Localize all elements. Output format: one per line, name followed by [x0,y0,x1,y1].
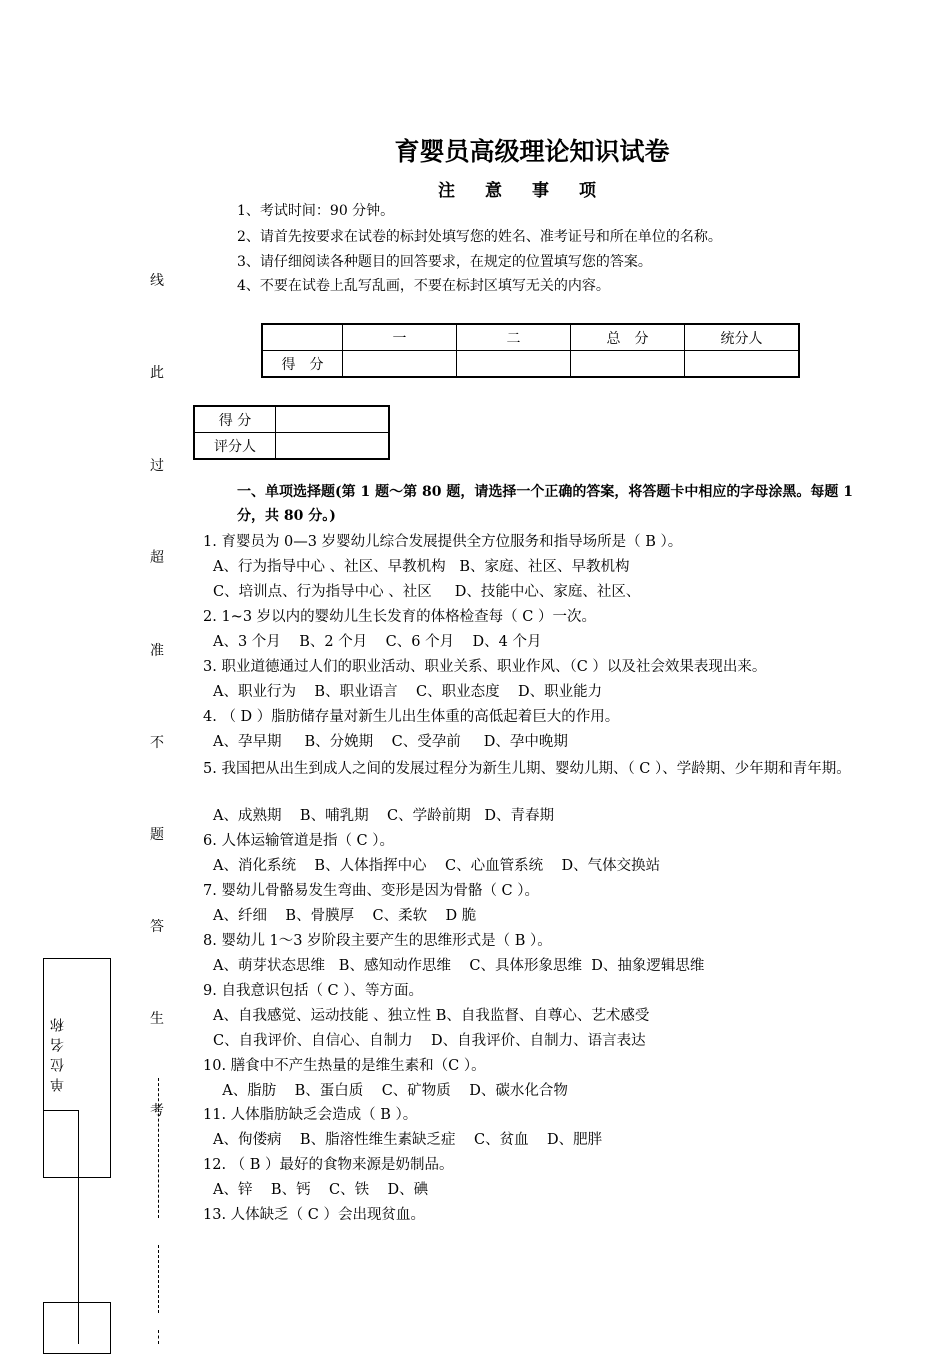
question-options: A、3 个月 B、2 个月 C、6 个月 D、4 个月 [213,634,542,650]
grader-table-row [194,406,389,433]
score-table [261,323,800,378]
notice-item-1: 1、考试时间：90 分钟。 [237,203,395,219]
score-table-row [262,351,799,378]
margin-char: 考 [150,1103,164,1119]
margin-char: 线 [150,273,164,289]
question-options: A、职业行为 B、职业语言 C、职业态度 D、职业能力 [213,684,603,700]
question: 10. 膳食中不产生热量的是维生素和（C ）。 [203,1058,486,1074]
question-options: A、锌 B、钙 C、铁 D、碘 [213,1182,429,1198]
unit-name-label: 单位名称 [50,1012,66,1092]
question: 5. 我国把从出生到成人之间的发展过程分为新生儿期、婴幼儿期、（ C ）、学龄期、少年期和青年期。 [203,761,851,777]
score-table-header-cell: 统分人 [685,324,800,351]
question-options: A、行为指导中心 、社区、早教机构 B、家庭、社区、早教机构 [213,559,630,575]
exam-title: 育婴员高级理论知识试卷 [394,137,670,166]
score-cell[interactable] [343,351,457,378]
cut-line [158,1330,159,1344]
margin-char: 准 [150,643,164,659]
score-cell[interactable] [571,351,685,378]
grader-score-label: 得 分 [194,406,276,433]
score-cell[interactable] [685,351,800,378]
question: 12. （ B ）最好的食物来源是奶制品。 [203,1157,454,1173]
score-table-header-row [262,324,799,351]
question: 13. 人体缺乏（ C ）会出现贫血。 [203,1207,425,1223]
question-options: A、萌芽状态思维 B、感知动作思维 C、具体形象思维 D、抽象逻辑思维 [213,958,705,974]
margin-char: 题 [150,827,164,843]
section-heading: 一、单项选择题(第 1 题～第 80 题，请选择一个正确的答案，将答题卡中相应的字母涂黑。每题 1 分，共 80 分。) [237,484,853,524]
score-table-header-cell [262,324,343,351]
question-options: C、培训点、行为指导中心 、社区 D、技能中心、家庭、社区、 [213,584,641,600]
question: 4. （ D ）脂肪储存量对新生儿出生体重的高低起着巨大的作用。 [203,709,620,725]
notice-item-3: 3、请仔细阅读各种题目的回答要求，在规定的位置填写您的答案。 [237,254,652,270]
cut-line [158,1078,159,1218]
question: 2. 1~3 岁以内的婴幼儿生长发育的体格检查每（ C ）一次。 [203,609,596,625]
grader-name-label: 评分人 [194,433,276,460]
question: 3. 职业道德通过人们的职业活动、职业关系、职业作风、（C ）以及社会效果表现出来。 [203,659,767,675]
question-options: A、自我感觉、运动技能 、独立性 B、自我监督、自尊心、艺术感受 [213,1008,650,1024]
question-options: A、佝偻病 B、脂溶性维生素缺乏症 C、贫血 D、肥胖 [213,1132,603,1148]
margin-char: 不 [150,735,164,751]
grader-score-cell[interactable] [276,406,390,433]
notice-heading: 注意事项 [438,181,626,201]
question: 1. 育婴员为 0—3 岁婴幼儿综合发展提供全方位服务和指导场所是（ B ）。 [203,534,683,550]
score-table-header-cell: 总 分 [571,324,685,351]
question: 7. 婴幼儿骨骼易发生弯曲、变形是因为骨骼（ C ）。 [203,883,540,899]
score-cell[interactable] [457,351,571,378]
margin-char: 过 [150,458,164,474]
score-row-label: 得 分 [262,351,343,378]
notice-item-4: 4、不要在试卷上乱写乱画，不要在标封区填写无关的内容。 [237,278,610,294]
question-options: A、成熟期 B、哺乳期 C、学龄前期 D、青春期 [213,808,555,824]
margin-char: 生 [150,1011,164,1027]
question: 6. 人体运输管道是指（ C ）。 [203,833,395,849]
question-options: A、脂肪 B、蛋白质 C、矿物质 D、碳水化合物 [213,1083,568,1099]
cut-line [158,1245,159,1313]
question-options: A、孕早期 B、分娩期 C、受孕前 D、孕中晚期 [213,734,568,750]
question: 11. 人体脂肪缺乏会造成（ B ）。 [203,1107,418,1123]
grader-name-cell[interactable] [276,433,390,460]
grader-table-row [194,433,389,460]
margin-char: 答 [150,919,164,935]
name-box[interactable] [43,1302,111,1354]
question: 8. 婴幼儿 1～3 岁阶段主要产生的思维形式是（ B ）。 [203,933,552,949]
margin-char: 此 [150,365,164,381]
score-table-header-cell: 二 [457,324,571,351]
question-options: A、纤细 B、骨膜厚 C、柔软 D 脆 [213,908,477,924]
question-options: C、自我评价、自信心、自制力 D、自我评价、自制力、语言表达 [213,1033,646,1049]
question: 9. 自我意识包括（ C ）、等方面。 [203,983,424,999]
question-options: A、消化系统 B、人体指挥中心 C、心血管系统 D、气体交换站 [213,858,661,874]
margin-char: 超 [150,550,164,566]
grader-table [193,405,390,460]
score-table-header-cell: 一 [343,324,457,351]
notice-item-2: 2、请首先按要求在试卷的标封处填写您的姓名、准考证号和所在单位的名称。 [237,229,722,245]
divider [43,1110,78,1111]
